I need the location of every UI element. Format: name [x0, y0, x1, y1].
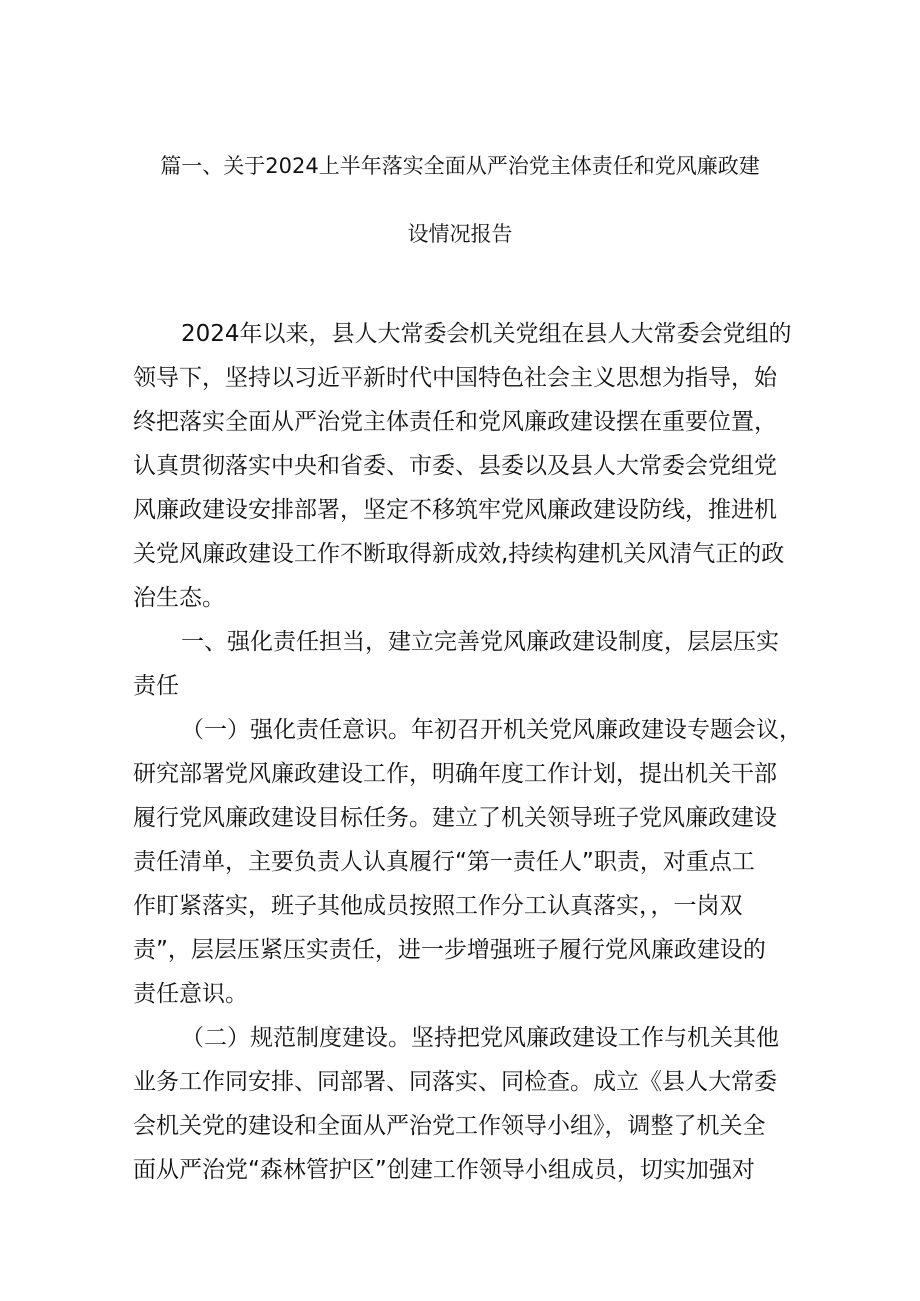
paragraph-line: 责”，层层压紧压实责任，进一步增强班子履行党风廉政建设的	[133, 937, 766, 963]
paragraph-line: 责任清单，主要负责人认真履行“第一责任人”职责，对重点工	[133, 849, 755, 875]
paragraph-line: 风廉政建设安排部署，坚定不移筑牢党风廉政建设防线，推进机	[133, 497, 777, 523]
paragraph-line: 2024年以来，县人大常委会机关党组在县人大常委会党组的	[181, 321, 792, 347]
title-line-2: 设情况报告	[407, 222, 513, 246]
paragraph-line: 会机关党的建设和全面从严治党工作领导小组》，调整了机关全	[133, 1113, 766, 1139]
section-heading-line: 一、强化责任担当，建立完善党风廉政建设制度，层层压实	[181, 629, 779, 655]
paragraph-line: 研究部署党风廉政建设工作，明确年度工作计划，提出机关干部	[133, 761, 777, 787]
paragraph-line: 履行党风廉政建设目标任务。建立了机关领导班子党风廉政建设	[133, 805, 777, 831]
title-line-1: 篇一、关于2024上半年落实全面从严治党主体责任和党风廉政建	[160, 154, 760, 178]
paragraph-line: 责任意识。	[133, 981, 248, 1007]
paragraph-line: 关党风廉政建设工作不断取得新成效,持续构建机关风清气正的政	[133, 541, 785, 567]
paragraph-line: 治生态。	[133, 585, 225, 611]
paragraph-line: 业务工作同安排、同部署、同落实、同检查。成立《县人大常委	[133, 1069, 777, 1095]
paragraph-line: 终把落实全面从严治党主体责任和党风廉政建设摆在重要位置，	[133, 409, 777, 435]
paragraph-line: 作盯紧落实，班子其他成员按照工作分工认真落实，，一岗双	[133, 893, 743, 919]
paragraph-line: （二）规范制度建设。坚持把党风廉政建设工作与机关其他	[181, 1025, 779, 1051]
section-heading-line: 责任	[133, 673, 179, 699]
paragraph-line: 认真贯彻落实中央和省委、市委、县委以及县人大常委会党组党	[133, 453, 777, 479]
paragraph-line: 领导下，坚持以习近平新时代中国特色社会主义思想为指导，始	[133, 365, 777, 391]
paragraph-line: （一）强化责任意识。年初召开机关党风廉政建设专题会议，	[181, 717, 802, 743]
paragraph-line: 面从严治党“森林管护区”创建工作领导小组成员，切实加强对	[133, 1157, 755, 1183]
